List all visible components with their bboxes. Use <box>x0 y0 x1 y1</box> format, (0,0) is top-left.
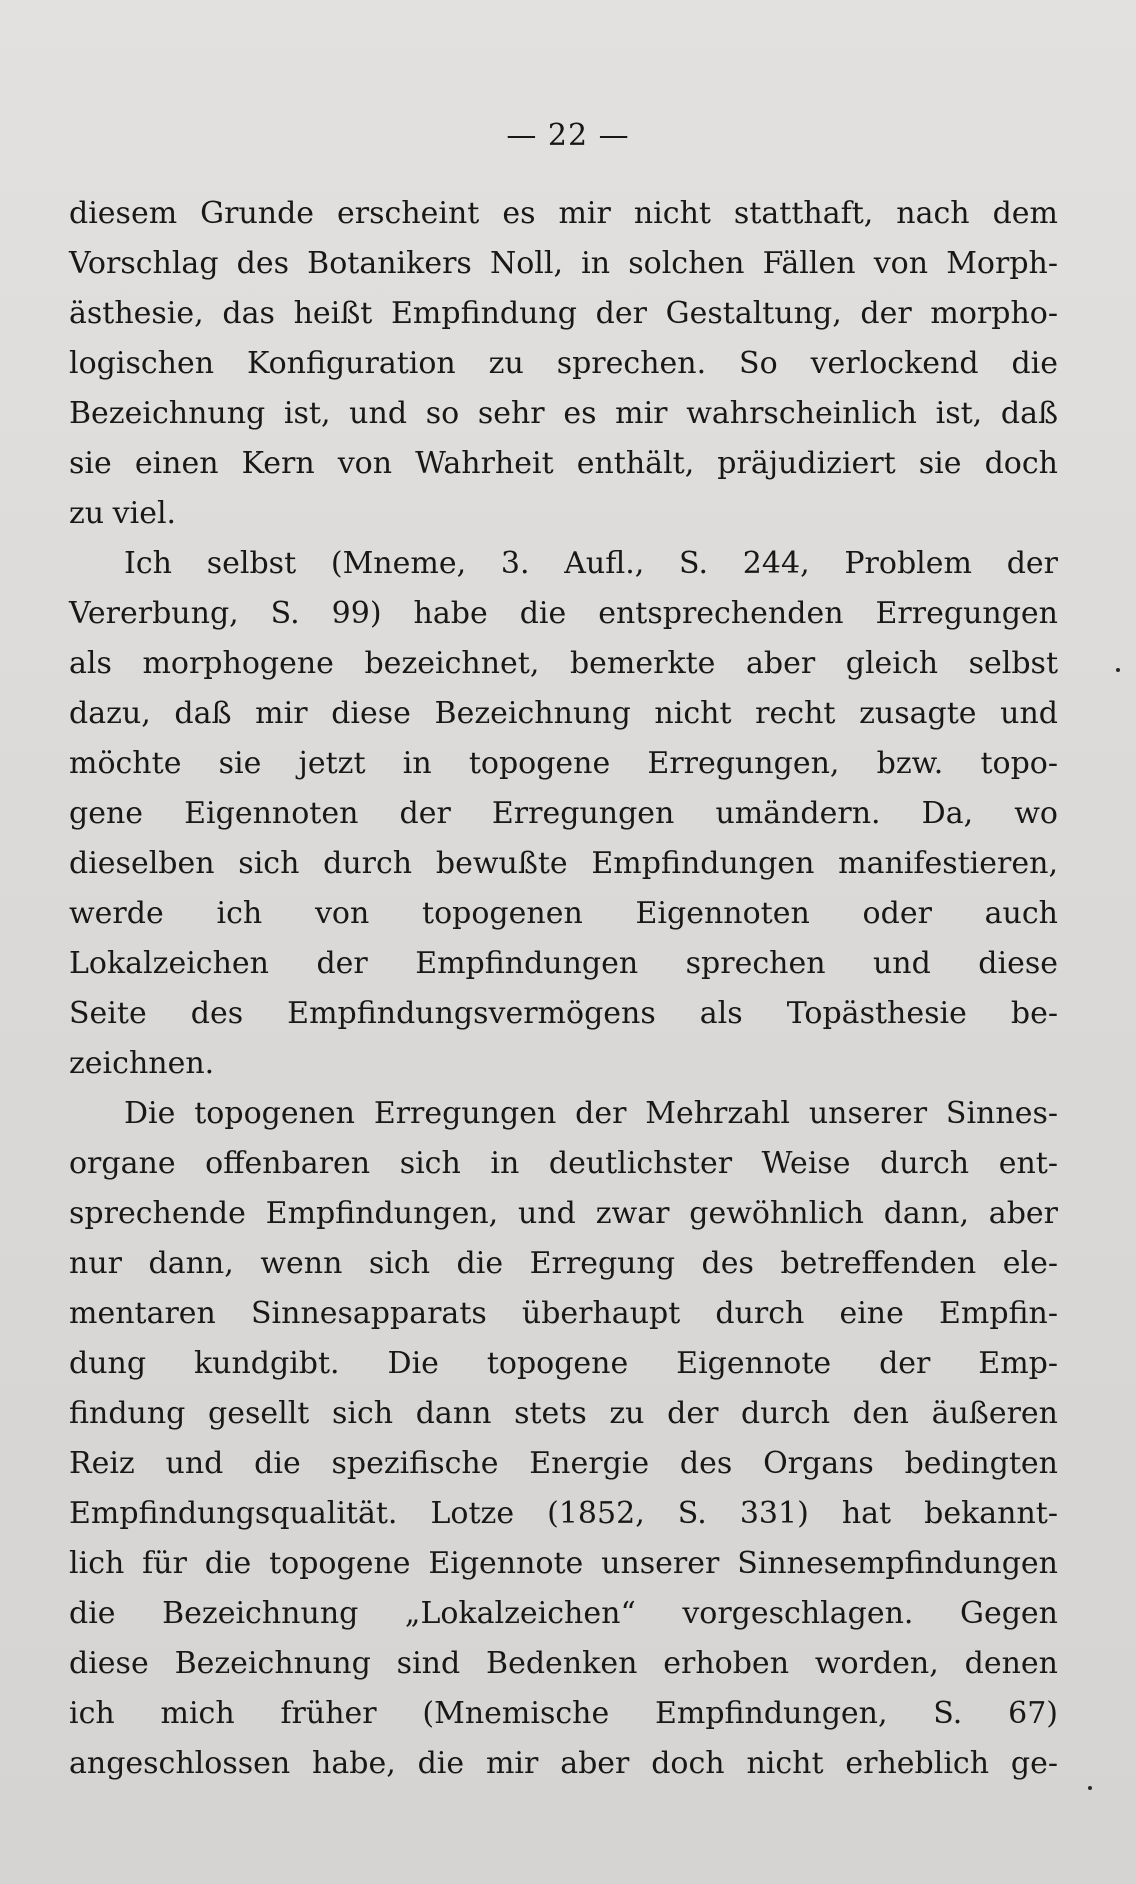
text-line: ich mich früher (Mnemische Empfindungen, S. 67) <box>69 1696 1058 1731</box>
text-line: zu viel. <box>69 496 177 531</box>
text-line: als morphogene bezeichnet, bemerkte aber gleich selbst <box>69 646 1058 681</box>
text-line: zeichnen. <box>69 1046 215 1081</box>
text-line: diesem Grunde erscheint es mir nicht statthaft, nach dem <box>69 196 1058 231</box>
body-text <box>69 189 1058 1789</box>
text-line: angeschlossen habe, die mir aber doch nicht erheblich ge- <box>69 1746 1058 1781</box>
text-line: die Bezeichnung „Lokalzeichen“ vorgeschlagen. Gegen <box>69 1596 1058 1631</box>
page-number: — 22 — <box>506 118 630 153</box>
text-line: lich für die topogene Eigennote unserer Sinnesempfindungen <box>69 1546 1058 1581</box>
paragraph-start-line: Die topogenen Erregungen der Mehrzahl unserer Sinnes- <box>124 1096 1058 1131</box>
text-line: Empfindungsqualität. Lotze (1852, S. 331) hat bekannt- <box>69 1496 1058 1531</box>
text-line: möchte sie jetzt in topogene Erregungen, bzw. topo- <box>69 746 1058 781</box>
text-line: dieselben sich durch bewußte Empfindungen manifestieren, <box>69 846 1058 881</box>
text-line: Bezeichnung ist, und so sehr es mir wahrscheinlich ist, daß <box>69 396 1058 431</box>
text-line: Reiz und die spezifische Energie des Organs bedingten <box>69 1446 1058 1481</box>
text-line: Vorschlag des Botanikers Noll, in solchen Fällen von Morph- <box>69 246 1058 281</box>
ink-speck <box>1116 668 1120 672</box>
text-line: dung kundgibt. Die topogene Eigennote der Emp- <box>69 1346 1058 1381</box>
text-line: organe offenbaren sich in deutlichster Weise durch ent- <box>69 1146 1058 1181</box>
text-line: gene Eigennoten der Erregungen umändern. Da, wo <box>69 796 1058 831</box>
ink-speck <box>1088 1786 1092 1790</box>
text-line: Seite des Empfindungsvermögens als Topästhesie be- <box>69 996 1058 1031</box>
text-line: mentaren Sinnesapparats überhaupt durch eine Empfin- <box>69 1296 1058 1331</box>
text-line: dazu, daß mir diese Bezeichnung nicht recht zusagte und <box>69 696 1058 731</box>
text-line: sprechende Empfindungen, und zwar gewöhnlich dann, aber <box>69 1196 1058 1231</box>
text-line: sie einen Kern von Wahrheit enthält, präjudiziert sie doch <box>69 446 1058 481</box>
text-line: logischen Konfiguration zu sprechen. So verlockend die <box>69 346 1058 381</box>
text-line: werde ich von topogenen Eigennoten oder auch <box>69 896 1058 931</box>
text-line: findung gesellt sich dann stets zu der durch den äußeren <box>69 1396 1058 1431</box>
text-line: nur dann, wenn sich die Erregung des betreffenden ele- <box>69 1246 1058 1281</box>
paragraph-start-line: Ich selbst (Mneme, 3. Aufl., S. 244, Problem der <box>124 546 1058 581</box>
text-line: Lokalzeichen der Empfindungen sprechen und diese <box>69 946 1058 981</box>
text-line: ästhesie, das heißt Empfindung der Gestaltung, der morpho- <box>69 296 1058 331</box>
text-line: Vererbung, S. 99) habe die entsprechenden Erregungen <box>69 596 1058 631</box>
text-line: diese Bezeichnung sind Bedenken erhoben worden, denen <box>69 1646 1058 1681</box>
